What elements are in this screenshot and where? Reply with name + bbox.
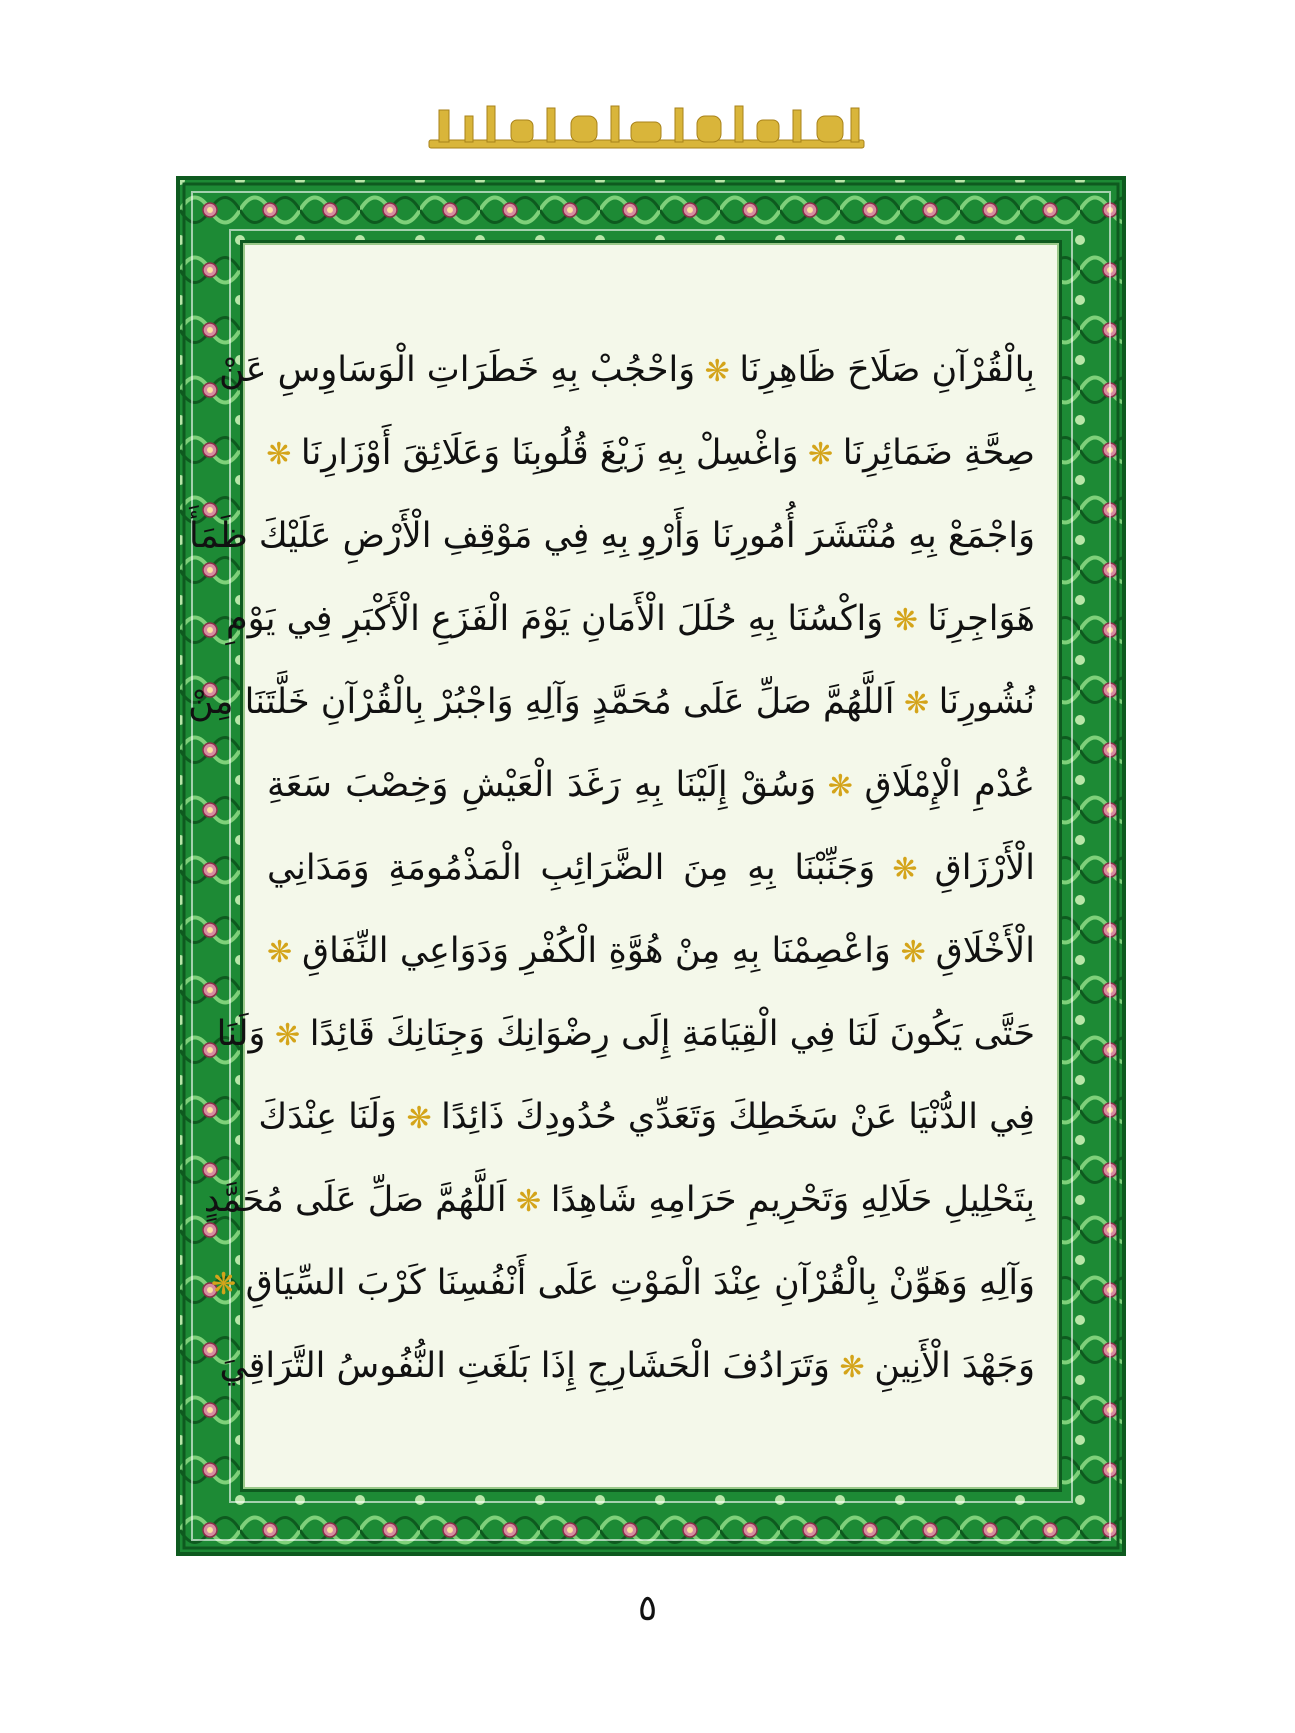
page-number: ٥ — [637, 1588, 658, 1629]
text-segment: وَلَنَا عِنْدَكَ — [258, 1097, 397, 1137]
star-separator-icon: ❋ — [695, 354, 740, 389]
text-line — [267, 744, 1035, 827]
star-separator-icon: ❋ — [396, 1101, 442, 1136]
text-line — [210, 1242, 1035, 1325]
text-segment: وَسُقْ إِلَيْنَا بِهِ رَغَدَ الْعَيْشِ وَخِصْبَ سَعَةِ — [267, 765, 817, 805]
text-line — [216, 993, 1035, 1076]
text-segment: وَاعْصِمْنَا بِهِ مِنْ هُوَّةِ الْكُفْرِ وَدَوَاعِي النِّفَاقِ — [301, 931, 891, 971]
star-separator-icon: ❋ — [875, 852, 935, 887]
ornamental-page-frame — [176, 176, 1126, 1556]
star-separator-icon: ❋ — [890, 935, 936, 970]
text-segment: الْأَخْلَاقِ — [935, 931, 1035, 971]
header-calligraphy-emblem — [425, 102, 868, 160]
star-separator-icon: ❋ — [267, 935, 302, 970]
text-segment: عُدْمِ الْإِمْلَاقِ — [864, 765, 1035, 805]
star-separator-icon: ❋ — [266, 437, 301, 472]
text-line — [267, 827, 1035, 910]
text-line — [225, 578, 1035, 661]
text-segment: وَاكْسُنَا بِهِ حُلَلَ الْأَمَانِ يَوْمَ الْفَزَعِ الْأَكْبَرِ فِي يَوْمِ — [225, 599, 884, 639]
text-line — [258, 1076, 1035, 1159]
text-segment: نُشُورِنَا — [938, 682, 1035, 722]
text-segment: حَتَّى يَكُونَ لَنَا فِي الْقِيَامَةِ إِلَى رِضْوَانِكَ وَجِنَانِكَ قَائِدًا — [309, 1014, 1035, 1054]
text-segment: وَاحْجُبْ بِهِ خَطَرَاتِ الْوَسَاوِسِ عَنْ — [218, 350, 696, 390]
text-segment: وَجَهْدَ الْأَنِينِ — [874, 1346, 1035, 1386]
text-segment: وَاغْسِلْ بِهِ زَيْغَ قُلُوبِنَا وَعَلَائِقَ أَوْزَارِنَا — [300, 433, 799, 473]
text-line — [267, 910, 1035, 993]
star-separator-icon: ❋ — [506, 1184, 551, 1219]
text-segment: بِتَحْلِيلِ حَلَالِهِ وَتَحْرِيمِ حَرَامِهِ شَاهِدًا — [550, 1180, 1035, 1220]
text-segment: اَللَّهُمَّ صَلِّ عَلَى مُحَمَّدٍ وَآلِهِ وَاجْبُرْ بِالْقُرْآنِ خَلَّتَنَا مِنْ — [188, 682, 895, 722]
text-segment: وَاجْمَعْ بِهِ مُنْتَشَرَ أُمُورِنَا وَأَرْوِ بِهِ فِي مَوْقِفِ الْأَرْضِ عَلَيْكَ ظَمَأَ — [189, 516, 1035, 556]
star-separator-icon: ❋ — [798, 437, 843, 472]
star-separator-icon: ❋ — [883, 603, 928, 638]
text-segment: اَللَّهُمَّ صَلِّ عَلَى مُحَمَّدٍ — [203, 1180, 507, 1220]
text-segment: وَتَرَادُفَ الْحَشَارِجِ إِذَا بَلَغَتِ النُّفُوسُ التَّرَاقِيَ — [219, 1346, 830, 1386]
star-separator-icon: ❋ — [265, 1018, 310, 1053]
text-line — [218, 329, 1035, 412]
text-line — [219, 1325, 1035, 1408]
star-separator-icon: ❋ — [816, 769, 865, 804]
text-segment: الْأَرْزَاقِ — [934, 848, 1035, 888]
star-separator-icon: ❋ — [894, 686, 939, 721]
text-segment: وَجَنِّبْنَا بِهِ مِنَ الضَّرَائِبِ الْمَذْمُومَةِ وَمَدَانِي — [267, 848, 876, 888]
star-separator-icon: ❋ — [210, 1267, 246, 1302]
text-segment: فِي الدُّنْيَا عَنْ سَخَطِكَ وَتَعَدِّي حُدُودِكَ ذَائِدًا — [441, 1097, 1035, 1137]
text-line — [267, 412, 1035, 495]
text-segment: وَلَنَا — [216, 1014, 266, 1054]
text-segment: بِالْقُرْآنِ صَلَاحَ ظَاهِرِنَا — [739, 350, 1035, 390]
star-separator-icon: ❋ — [829, 1350, 875, 1385]
text-segment: صِحَّةِ ضَمَائِرِنَا — [842, 433, 1035, 473]
text-line — [189, 495, 1035, 578]
text-line — [203, 1159, 1035, 1242]
text-segment: وَآلِهِ وَهَوِّنْ بِالْقُرْآنِ عِنْدَ الْمَوْتِ عَلَى أَنْفُسِنَا كَرْبَ السِّيَاقِ — [245, 1263, 1035, 1303]
text-line — [188, 661, 1035, 744]
text-panel — [188, 240, 1062, 1492]
text-segment: هَوَاجِرِنَا — [927, 599, 1035, 639]
prayer-text-body — [188, 329, 1035, 1408]
